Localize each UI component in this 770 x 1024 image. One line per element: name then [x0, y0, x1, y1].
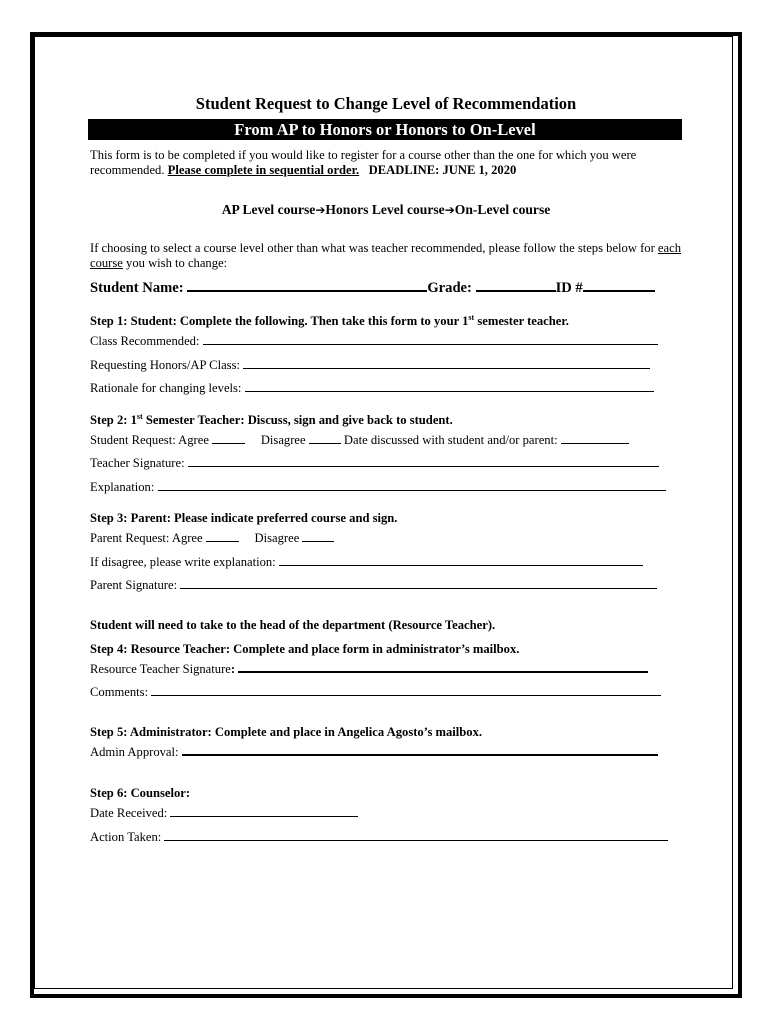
flow-level-honors: Honors Level course: [325, 202, 445, 217]
admin-approval-label: Admin Approval:: [90, 744, 179, 759]
class-recommended-field[interactable]: [203, 331, 658, 345]
step3-heading: Step 3: Parent: Please indicate preferred course and sign.: [90, 511, 398, 525]
admin-approval-field[interactable]: [182, 741, 658, 756]
resource-signature-row: [90, 658, 682, 682]
step4-section: [90, 618, 682, 705]
class-recommended-row: [90, 330, 682, 354]
intro-emphasis: Please complete in sequential order.: [167, 163, 360, 177]
instructions-pre: If choosing to select a course level other than what was teacher recommended, please follow the steps below for: [90, 241, 655, 255]
step5-section: [90, 725, 682, 765]
parent-signature-row: [90, 574, 682, 598]
step6-section: [90, 786, 682, 849]
action-taken-label: Action Taken:: [90, 829, 162, 844]
right-arrow-icon: ➔: [315, 203, 326, 217]
teacher-signature-label: Teacher Signature:: [90, 456, 185, 470]
step1-heading-tail: semester teacher.: [474, 314, 569, 328]
explanation-field[interactable]: [158, 477, 666, 491]
teacher-signature-field[interactable]: [188, 453, 659, 467]
id-field[interactable]: [583, 277, 655, 292]
instructions-paragraph: [90, 241, 682, 271]
student-request-row: [90, 429, 682, 453]
comments-field[interactable]: [151, 682, 661, 696]
parent-request-row: [90, 527, 682, 551]
rationale-field[interactable]: [245, 378, 654, 392]
id-label: ID #: [555, 280, 583, 296]
flow-level-onlevel: On-Level course: [454, 202, 551, 217]
parent-disagree-label: Disagree: [254, 531, 300, 545]
if-disagree-row: [90, 551, 682, 575]
step1-heading: [90, 314, 682, 329]
comments-label: Comments:: [90, 685, 149, 699]
action-taken-row: [90, 826, 682, 850]
form-title: Student Request to Change Level of Recommendation: [195, 94, 577, 113]
step1-section: [90, 314, 682, 401]
step2-heading-text: Step 2: 1: [90, 412, 137, 427]
student-name-label: Student Name:: [90, 280, 184, 296]
admin-approval-row: [90, 741, 682, 765]
step2-heading-tail: Semester Teacher: Discuss, sign and give back to student.: [142, 412, 453, 427]
grade-field[interactable]: [476, 277, 556, 292]
step2-heading: [90, 413, 682, 428]
action-taken-field[interactable]: [164, 827, 668, 841]
date-discussed-field[interactable]: [561, 430, 629, 444]
teacher-disagree-label: Disagree: [260, 432, 306, 447]
step1-heading-sup: st: [468, 312, 475, 322]
intro-paragraph: [90, 148, 682, 178]
parent-signature-label: Parent Signature:: [90, 578, 178, 592]
resource-signature-label: Resource Teacher Signature: [90, 661, 231, 676]
date-received-row: [90, 802, 682, 826]
requesting-class-label: Requesting Honors/AP Class:: [90, 357, 240, 372]
step2-heading-sup: st: [136, 411, 143, 421]
if-disagree-label: If disagree, please write explanation:: [90, 554, 276, 569]
rationale-row: [90, 377, 682, 401]
form-content: [90, 92, 682, 849]
explanation-label: Explanation:: [90, 479, 155, 494]
step5-heading: Step 5: Administrator: Complete and place in Angelica Agosto’s mailbox.: [90, 724, 483, 739]
right-arrow-icon: ➔: [444, 203, 455, 217]
instructions-link: each course: [90, 241, 681, 270]
requesting-class-field[interactable]: [243, 355, 650, 369]
intro-text: This form is to be completed if you would like to register for a course other than the one for which you were recommended.: [90, 148, 637, 177]
date-received-label: Date Received:: [90, 806, 168, 820]
parent-signature-field[interactable]: [180, 575, 657, 589]
step1-heading-text: Step 1: Student: Complete the following. Then take this form to your 1: [90, 314, 469, 328]
grade-label: Grade:: [427, 280, 472, 296]
date-discussed-label: Date discussed with student and/or parent:: [343, 432, 558, 447]
flow-level-ap: AP Level course: [221, 202, 316, 217]
instructions-post: you wish to change:: [126, 256, 228, 270]
explanation-row: [90, 476, 682, 500]
resource-signature-colon: :: [230, 661, 236, 676]
teacher-signature-row: [90, 452, 682, 476]
parent-request-label: Parent Request: Agree: [90, 531, 203, 545]
step4-heading: Step 4: Resource Teacher: Complete and place form in administrator’s mailbox.: [90, 641, 520, 656]
deadline: DEADLINE: JUNE 1, 2020: [368, 163, 517, 177]
student-request-label: Student Request: Agree: [90, 432, 209, 447]
requesting-class-row: [90, 354, 682, 378]
level-flow: [90, 202, 682, 218]
student-info-row: [90, 277, 682, 297]
class-recommended-label: Class Recommended:: [90, 334, 200, 348]
student-name-field[interactable]: [187, 277, 427, 292]
teacher-agree-field[interactable]: [212, 430, 245, 444]
comments-row: [90, 681, 682, 705]
step3-section: [90, 511, 682, 598]
step2-section: [90, 413, 682, 500]
form-banner: From AP to Honors or Honors to On-Level: [88, 119, 682, 140]
if-disagree-field[interactable]: [279, 552, 643, 566]
step4-note: Student will need to take to the head of the department (Resource Teacher).: [90, 617, 496, 632]
date-received-field[interactable]: [170, 803, 358, 817]
parent-disagree-field[interactable]: [302, 528, 334, 542]
parent-agree-field[interactable]: [206, 528, 239, 542]
resource-signature-field[interactable]: [238, 658, 648, 673]
step6-heading: Step 6: Counselor:: [90, 786, 191, 800]
rationale-label: Rationale for changing levels:: [90, 381, 242, 395]
teacher-disagree-field[interactable]: [309, 430, 341, 444]
